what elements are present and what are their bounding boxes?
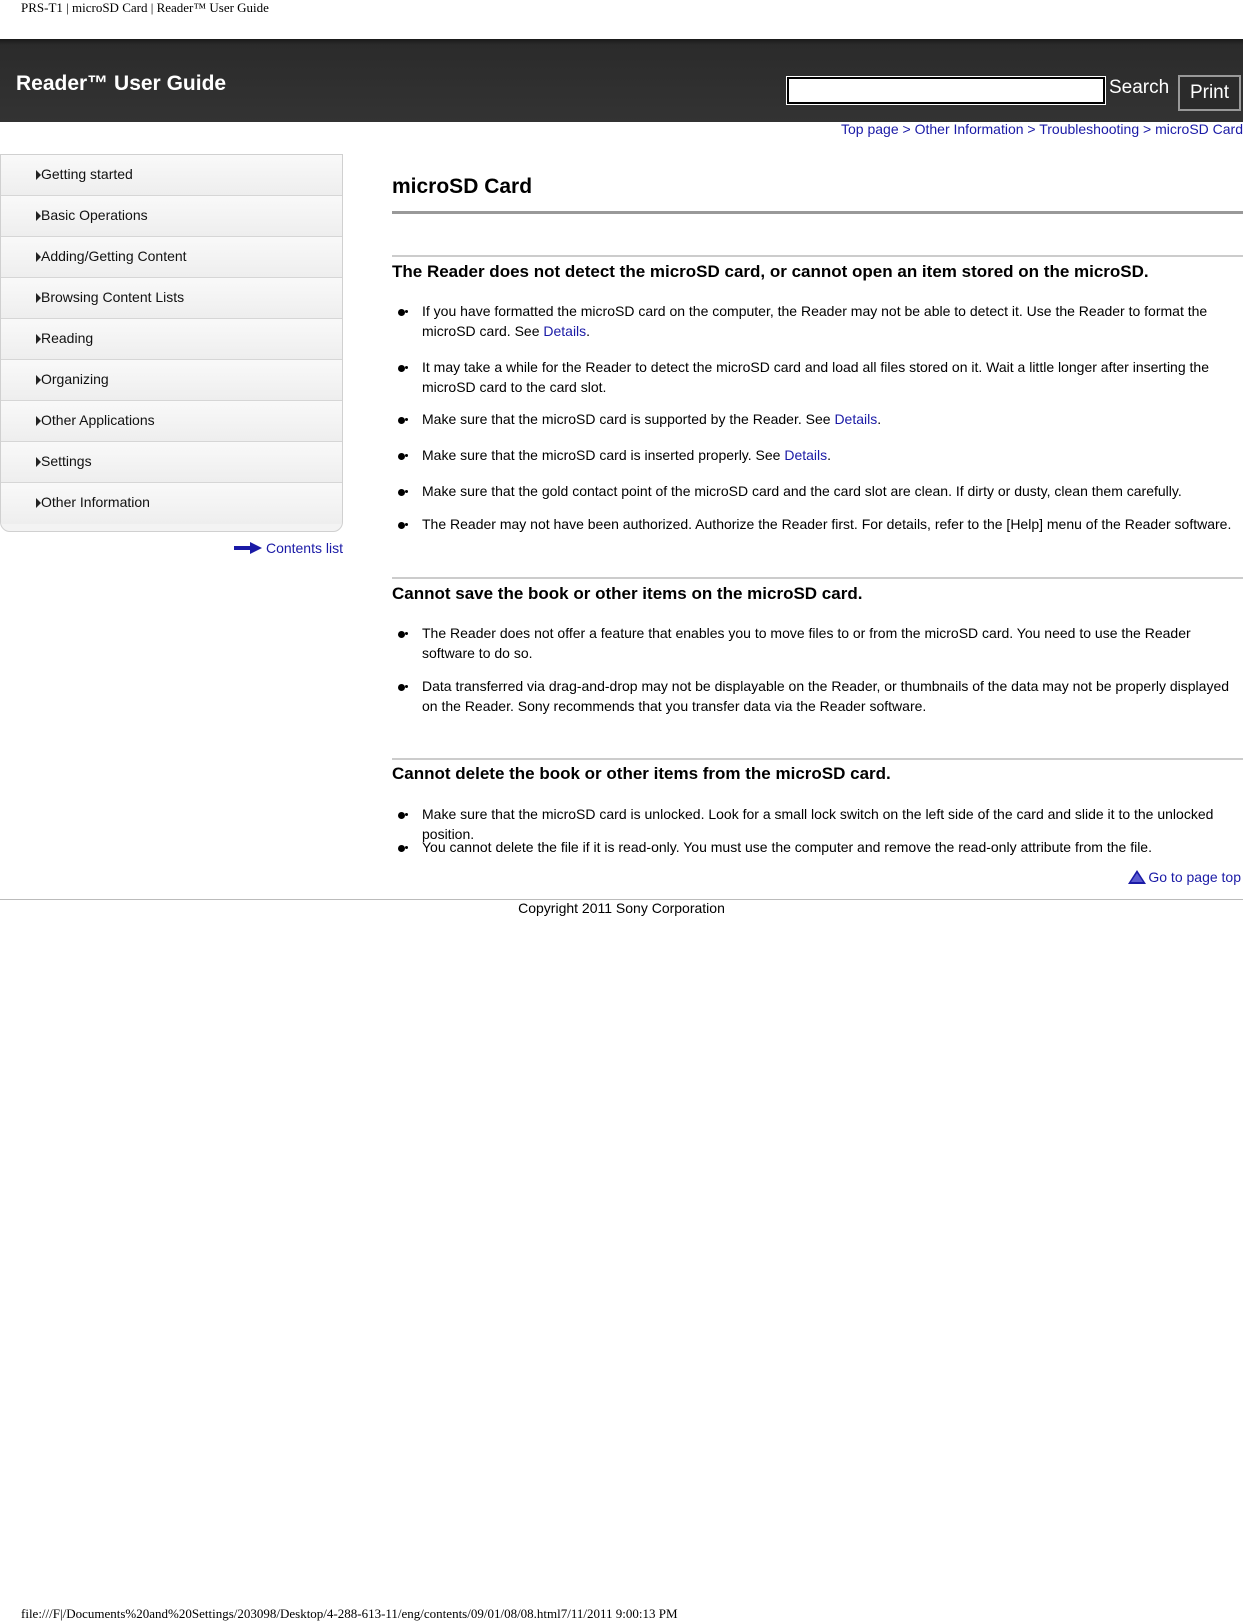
sidebar-item-label: Reading	[41, 330, 94, 346]
sidebar-item-settings[interactable]	[1, 442, 342, 483]
sidebar-item-other-information[interactable]	[1, 483, 342, 524]
section-divider	[392, 255, 1243, 257]
bullet-icon	[398, 845, 408, 852]
bullet-text-end: .	[827, 447, 832, 463]
title-divider	[392, 211, 1243, 214]
go-to-page-top-link[interactable]	[1128, 869, 1241, 885]
contents-list-link[interactable]	[234, 540, 343, 556]
bullet-text: Make sure that the microSD card is unlocked. Look for a small lock switch on the left side of the card and slide it to the unlocked position.	[422, 806, 1214, 842]
sidebar-item-label: Adding/Getting Content	[41, 248, 187, 264]
bullet-text: The Reader does not offer a feature that enables you to move files to or from the microSD card. You need to use the Reader software to do so.	[422, 625, 1191, 661]
breadcrumb-separator: >	[1139, 121, 1156, 137]
breadcrumb-other-information[interactable]: Other Information	[914, 121, 1024, 137]
sidebar-item-other-applications[interactable]	[1, 401, 342, 442]
bullet-icon	[398, 522, 408, 529]
section-divider	[392, 577, 1243, 579]
print-footer-path: file:///F|/Documents%20and%20Settings/203098/Desktop/4-288-613-11/eng/contents/09/01/08/08.html7/11/2011 9:00:13 PM	[21, 1606, 678, 1621]
sidebar-item-browsing-content-lists[interactable]	[1, 278, 342, 319]
sidebar-nav	[0, 154, 343, 532]
details-link[interactable]: Details	[784, 447, 828, 463]
section-divider	[392, 758, 1243, 760]
section-heading: The Reader does not detect the microSD card, or cannot open an item stored on the microSD.	[392, 262, 1149, 281]
guide-title: Reader™ User Guide	[16, 72, 227, 95]
section-heading: Cannot save the book or other items on the microSD card.	[392, 584, 863, 603]
triangle-up-icon	[1128, 870, 1146, 884]
bullet-icon	[398, 684, 408, 691]
section-heading: Cannot delete the book or other items from the microSD card.	[392, 764, 891, 783]
breadcrumb	[841, 121, 1243, 137]
sidebar-item-label: Settings	[41, 453, 92, 469]
bullet-text: You cannot delete the file if it is read-only. You must use the computer and remove the read-only attribute from the file.	[422, 839, 1152, 855]
bullet-text: Make sure that the microSD card is supported by the Reader. See	[422, 411, 835, 427]
bullet-icon	[398, 365, 408, 372]
sidebar-item-label: Organizing	[41, 371, 109, 387]
sidebar-item-label: Basic Operations	[41, 207, 148, 223]
copyright: Copyright 2011 Sony Corporation	[518, 900, 725, 916]
print-header-title: PRS-T1 | microSD Card | Reader™ User Guide	[21, 0, 269, 15]
breadcrumb-top-page[interactable]: Top page	[841, 121, 899, 137]
bullet-text: Data transferred via drag-and-drop may not be displayable on the Reader, or thumbnails of the data may not be properly displayed on the Reader. Sony recommends that you transfer data via the Reader software.	[422, 678, 1230, 714]
bullet-icon	[398, 309, 408, 316]
go-to-page-top-label: Go to page top	[1148, 869, 1241, 885]
breadcrumb-microsd-card[interactable]: microSD Card	[1155, 121, 1243, 137]
sidebar-item-label: Browsing Content Lists	[41, 289, 185, 305]
bullet-text: Make sure that the microSD card is inserted properly. See	[422, 447, 785, 463]
details-link[interactable]: Details	[834, 411, 878, 427]
sidebar-item-label: Other Applications	[41, 412, 155, 428]
search-button[interactable]: Search	[1109, 74, 1169, 102]
bullet-text: If you have formatted the microSD card on the computer, the Reader may not be able to detect it. Use the Reader to format the microSD card. See	[422, 303, 1208, 339]
breadcrumb-troubleshooting[interactable]: Troubleshooting	[1039, 121, 1140, 137]
bullet-text-end: .	[586, 323, 591, 339]
page-title: microSD Card	[392, 175, 533, 198]
header-bar	[0, 39, 1243, 122]
sidebar-item-label: Other Information	[41, 494, 150, 510]
details-link[interactable]: Details	[543, 323, 587, 339]
print-button[interactable]: Print	[1178, 75, 1241, 111]
bullet-icon	[398, 453, 408, 460]
sidebar-item-basic-operations[interactable]	[1, 196, 342, 237]
bullet-icon	[398, 812, 408, 819]
sidebar-item-organizing[interactable]	[1, 360, 342, 401]
contents-list-label: Contents list	[265, 540, 343, 556]
sidebar-item-reading[interactable]	[1, 319, 342, 360]
bullet-icon	[398, 631, 408, 638]
breadcrumb-separator: >	[1023, 121, 1040, 137]
sidebar-item-adding-getting-content[interactable]	[1, 237, 342, 278]
bullet-text: The Reader may not have been authorized. Authorize the Reader first. For details, refer to the [Help] menu of the Reader software.	[422, 516, 1232, 532]
sidebar-item-getting-started[interactable]	[1, 155, 342, 196]
bullet-text-end: .	[877, 411, 882, 427]
breadcrumb-separator: >	[898, 121, 915, 137]
bullet-text: It may take a while for the Reader to detect the microSD card and load all files stored on it. Wait a little longer after inserting the microSD card to the card slot.	[422, 359, 1209, 395]
arrow-right-icon	[234, 542, 262, 554]
bullet-icon	[398, 489, 408, 496]
sidebar-item-label: Getting started	[41, 166, 133, 182]
bullet-icon	[398, 417, 408, 424]
search-input[interactable]	[787, 77, 1105, 104]
bullet-text: Make sure that the gold contact point of the microSD card and the card slot are clean. If dirty or dusty, clean them carefully.	[422, 483, 1182, 499]
